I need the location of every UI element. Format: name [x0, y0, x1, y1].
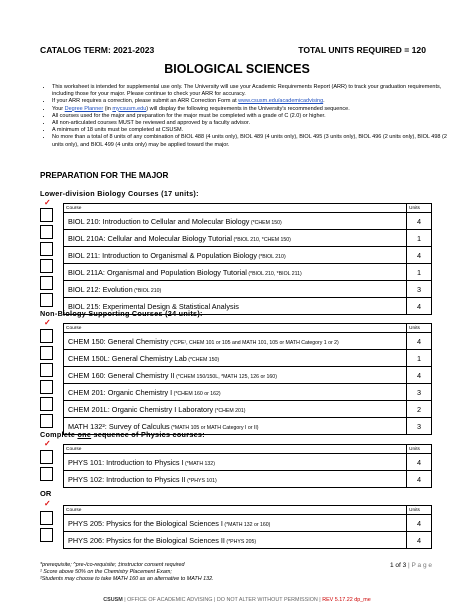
table-row: [64, 532, 432, 549]
degree-planner-link[interactable]: Degree Planner: [64, 105, 104, 112]
col-units: Units: [407, 445, 432, 454]
course-checkbox[interactable]: [40, 346, 53, 360]
footnote: *prerequisite; ^pre-/co-requisite; ‡instructor consent required: [40, 562, 185, 568]
col-course: Course: [64, 506, 407, 515]
course-name: [64, 213, 407, 230]
course-title: PHYS 102: Introduction to Physics II: [68, 474, 186, 484]
course-prereq: (*CHEM 150): [249, 219, 282, 226]
revision-text: REV 5.17.22 dp_me: [322, 597, 371, 603]
footnote: ²Students may choose to take MATH 160 as an alternative to MATH 132.: [40, 576, 214, 582]
course-units: 4: [407, 333, 432, 350]
course-prereq: (*MATH 132 or 160): [222, 521, 271, 528]
csusm-logo: CSUSM: [103, 597, 123, 603]
col-units: Units: [407, 324, 432, 333]
course-checkbox[interactable]: [40, 242, 53, 256]
group-heading-supporting: Non-Biology Supporting Courses (24 units):: [40, 309, 203, 318]
course-prereq: (*BIOL 210, *BIOL 211): [246, 270, 302, 277]
mycsusm-link[interactable]: mycsusm.edu: [112, 105, 147, 112]
course-units: 4: [407, 367, 432, 384]
info-bullets: [40, 84, 447, 149]
table-row: [64, 367, 432, 384]
course-prereq: (*CHEM 201): [213, 407, 246, 414]
course-units: 4: [407, 532, 432, 549]
course-prereq: (*BIOL 210, *CHEM 150): [232, 236, 291, 243]
check-icon: ✓: [44, 439, 51, 448]
table-row: [64, 350, 432, 367]
footer-line: [0, 597, 474, 603]
bullet-text: If your ARR requires a correction, please submit an ARR Correction Form at: [52, 98, 239, 105]
course-name: [64, 515, 407, 532]
col-course: Course: [64, 204, 407, 213]
table-row: [64, 515, 432, 532]
course-checkbox[interactable]: [40, 329, 53, 343]
course-name: [64, 333, 407, 350]
page-number: [390, 562, 432, 569]
course-title: PHYS 101: Introduction to Physics I: [68, 457, 184, 467]
course-checkbox[interactable]: [40, 397, 53, 411]
bullet-text: (in: [103, 105, 113, 112]
table-header-row: [64, 204, 432, 213]
course-title: CHEM 201: Organic Chemistry I: [68, 387, 173, 397]
table-row: [64, 471, 432, 488]
heading-emphasis: one: [77, 430, 92, 439]
footer-text: | OFFICE OF ACADEMIC ADVISING | DO NOT ALTER WITHOUT PERMISSION |: [122, 597, 323, 603]
col-units: Units: [407, 204, 432, 213]
course-name: [64, 350, 407, 367]
course-checkbox[interactable]: [40, 293, 53, 307]
bullet-item: • All non-articulated courses MUST be reviewed and approved by a faculty advisor.: [52, 120, 447, 127]
page-word: | P a g e: [406, 562, 432, 569]
course-prereq: (*PHYS 205): [224, 538, 257, 545]
course-units: 3: [407, 384, 432, 401]
bullet-item: • This worksheet is intended for supplemental use only. The University will use your Academic Requirements Report (ARR) to track your graduation requirements, including those for your major. Please continue to check your ARR for accuracy.: [52, 84, 447, 98]
advising-link[interactable]: www.csusm.edu/academicadvising: [238, 98, 324, 105]
bullet-item: • All courses used for the major and preparation for the major must be completed with a grade of C (2.0) or higher.: [52, 113, 447, 120]
course-table-lower-division: [63, 203, 432, 315]
course-title: MATH 132²: Survey of Calculus: [68, 421, 170, 431]
bullet-text: Your: [52, 105, 65, 112]
course-checkbox[interactable]: [40, 528, 53, 542]
catalog-term: CATALOG TERM: 2021-2023: [40, 45, 155, 55]
course-prereq: (*CPE¹, CHEM 101 or 105 and MATH 101, 105 or MATH Category 1 or 2): [168, 339, 339, 346]
course-title: PHYS 205: Physics for the Biological Sciences I: [68, 518, 223, 528]
check-icon: ✓: [44, 318, 51, 327]
course-units: 1: [407, 350, 432, 367]
col-course: Course: [64, 324, 407, 333]
table-header-row: [64, 445, 432, 454]
bullet-item: • A minimum of 18 units must be completed at CSUSM.: [52, 127, 447, 134]
course-prereq: (*CHEM 150): [186, 356, 220, 363]
bullet-text: ) will display the following requirements in the University's recommended sequence.: [146, 105, 350, 112]
course-units: 4: [407, 515, 432, 532]
table-header-row: [64, 324, 432, 333]
course-checkbox[interactable]: [40, 225, 53, 239]
course-table-supporting: [63, 323, 432, 435]
bullet-text: .: [323, 98, 325, 105]
course-name: [64, 281, 407, 298]
bullet-item: [52, 98, 447, 105]
course-title: BIOL 212: Evolution: [68, 284, 133, 294]
course-title: BIOL 210: Introduction to Cellular and Molecular Biology: [68, 216, 250, 226]
table-row: [64, 264, 432, 281]
course-title: CHEM 150: General Chemistry: [68, 336, 169, 346]
table-header-row: [64, 506, 432, 515]
course-checkbox[interactable]: [40, 259, 53, 273]
course-units: 3: [407, 418, 432, 435]
course-prereq: (*BIOL 210): [132, 287, 162, 294]
course-units: 4: [407, 471, 432, 488]
course-prereq: (*CHEM 160 or 162): [172, 390, 221, 397]
course-title: BIOL 215: Experimental Design & Statistical Analysis: [68, 301, 239, 311]
or-label: OR: [40, 489, 52, 498]
course-checkbox[interactable]: [40, 450, 53, 464]
heading-text: sequence of Physics courses:: [91, 430, 205, 439]
course-name: [64, 532, 407, 549]
table-row: [64, 230, 432, 247]
group-heading-lower-division: Lower-division Biology Courses (17 units):: [40, 189, 199, 198]
bullet-item: • No more than a total of 8 units of any combination of BIOL 488 (4 units only), BIOL 489 (4 units only), BIOL 495 (3 units only), BIOL 496 (2 units only), BIOL 498 (2 units only), and BIOL 499 (4 units only) may be applied toward the major.: [52, 134, 447, 148]
table-row: [64, 401, 432, 418]
section-title: PREPARATION FOR THE MAJOR: [40, 171, 169, 180]
footnotes: [40, 562, 214, 583]
course-units: 4: [407, 247, 432, 264]
table-row: [64, 384, 432, 401]
course-checkbox[interactable]: [40, 276, 53, 290]
course-name: [64, 471, 407, 488]
course-title: BIOL 211: Introduction to Organismal & Population Biology: [68, 250, 258, 260]
course-name: [64, 367, 407, 384]
course-title: CHEM 150L: General Chemistry Lab: [68, 353, 187, 363]
course-name: [64, 230, 407, 247]
table-row: [64, 247, 432, 264]
course-name: [64, 264, 407, 281]
group-heading-physics: [40, 430, 205, 439]
course-name: [64, 384, 407, 401]
course-checkbox[interactable]: [40, 208, 53, 222]
table-row: [64, 454, 432, 471]
course-units: 1: [407, 230, 432, 247]
course-table-physics-a: [63, 444, 432, 488]
table-row: [64, 281, 432, 298]
course-title: PHYS 206: Physics for the Biological Sciences II: [68, 535, 225, 545]
course-prereq: (*MATH 132): [183, 460, 215, 467]
course-units: 2: [407, 401, 432, 418]
course-units: 1: [407, 264, 432, 281]
course-checkbox[interactable]: [40, 363, 53, 377]
col-course: Course: [64, 445, 407, 454]
course-prereq: (*BIOL 210): [257, 253, 286, 260]
course-checkbox[interactable]: [40, 467, 53, 481]
page-header: [40, 45, 426, 55]
bullet-item: [52, 106, 447, 113]
course-units: 4: [407, 298, 432, 315]
course-checkbox[interactable]: [40, 511, 53, 525]
course-checkbox[interactable]: [40, 380, 53, 394]
course-title: CHEM 201L: Organic Chemistry I Laboratory: [68, 404, 214, 414]
course-prereq: (*CHEM 150/150L, *MATH 125, 126 or 160): [174, 373, 277, 380]
heading-text: Complete: [40, 430, 78, 439]
page-count: 1 of 3: [389, 562, 407, 569]
check-icon: ✓: [44, 499, 51, 508]
footnote: ¹ Score above 50% on the Chemistry Placement Exam;: [40, 569, 172, 575]
course-name: [64, 454, 407, 471]
course-title: CHEM 160: General Chemistry II: [68, 370, 175, 380]
course-name: [64, 401, 407, 418]
course-units: 4: [407, 213, 432, 230]
table-row: [64, 333, 432, 350]
check-icon: ✓: [44, 198, 51, 207]
page-title: BIOLOGICAL SCIENCES: [164, 62, 310, 76]
course-name: [64, 247, 407, 264]
total-units: TOTAL UNITS REQUIRED = 120: [298, 45, 426, 55]
course-table-physics-b: [63, 505, 432, 549]
course-title: BIOL 211A: Organismal and Population Biology Tutorial: [68, 267, 247, 277]
course-prereq: (*PHYS 101): [185, 477, 217, 484]
course-units: 4: [407, 454, 432, 471]
col-units: Units: [407, 506, 432, 515]
course-title: BIOL 210A: Cellular and Molecular Biology Tutorial: [68, 233, 232, 243]
table-row: [64, 213, 432, 230]
course-prereq: (*MATH 105 or MATH Category I or II): [169, 424, 259, 431]
course-units: 3: [407, 281, 432, 298]
course-checkbox[interactable]: [40, 414, 53, 428]
